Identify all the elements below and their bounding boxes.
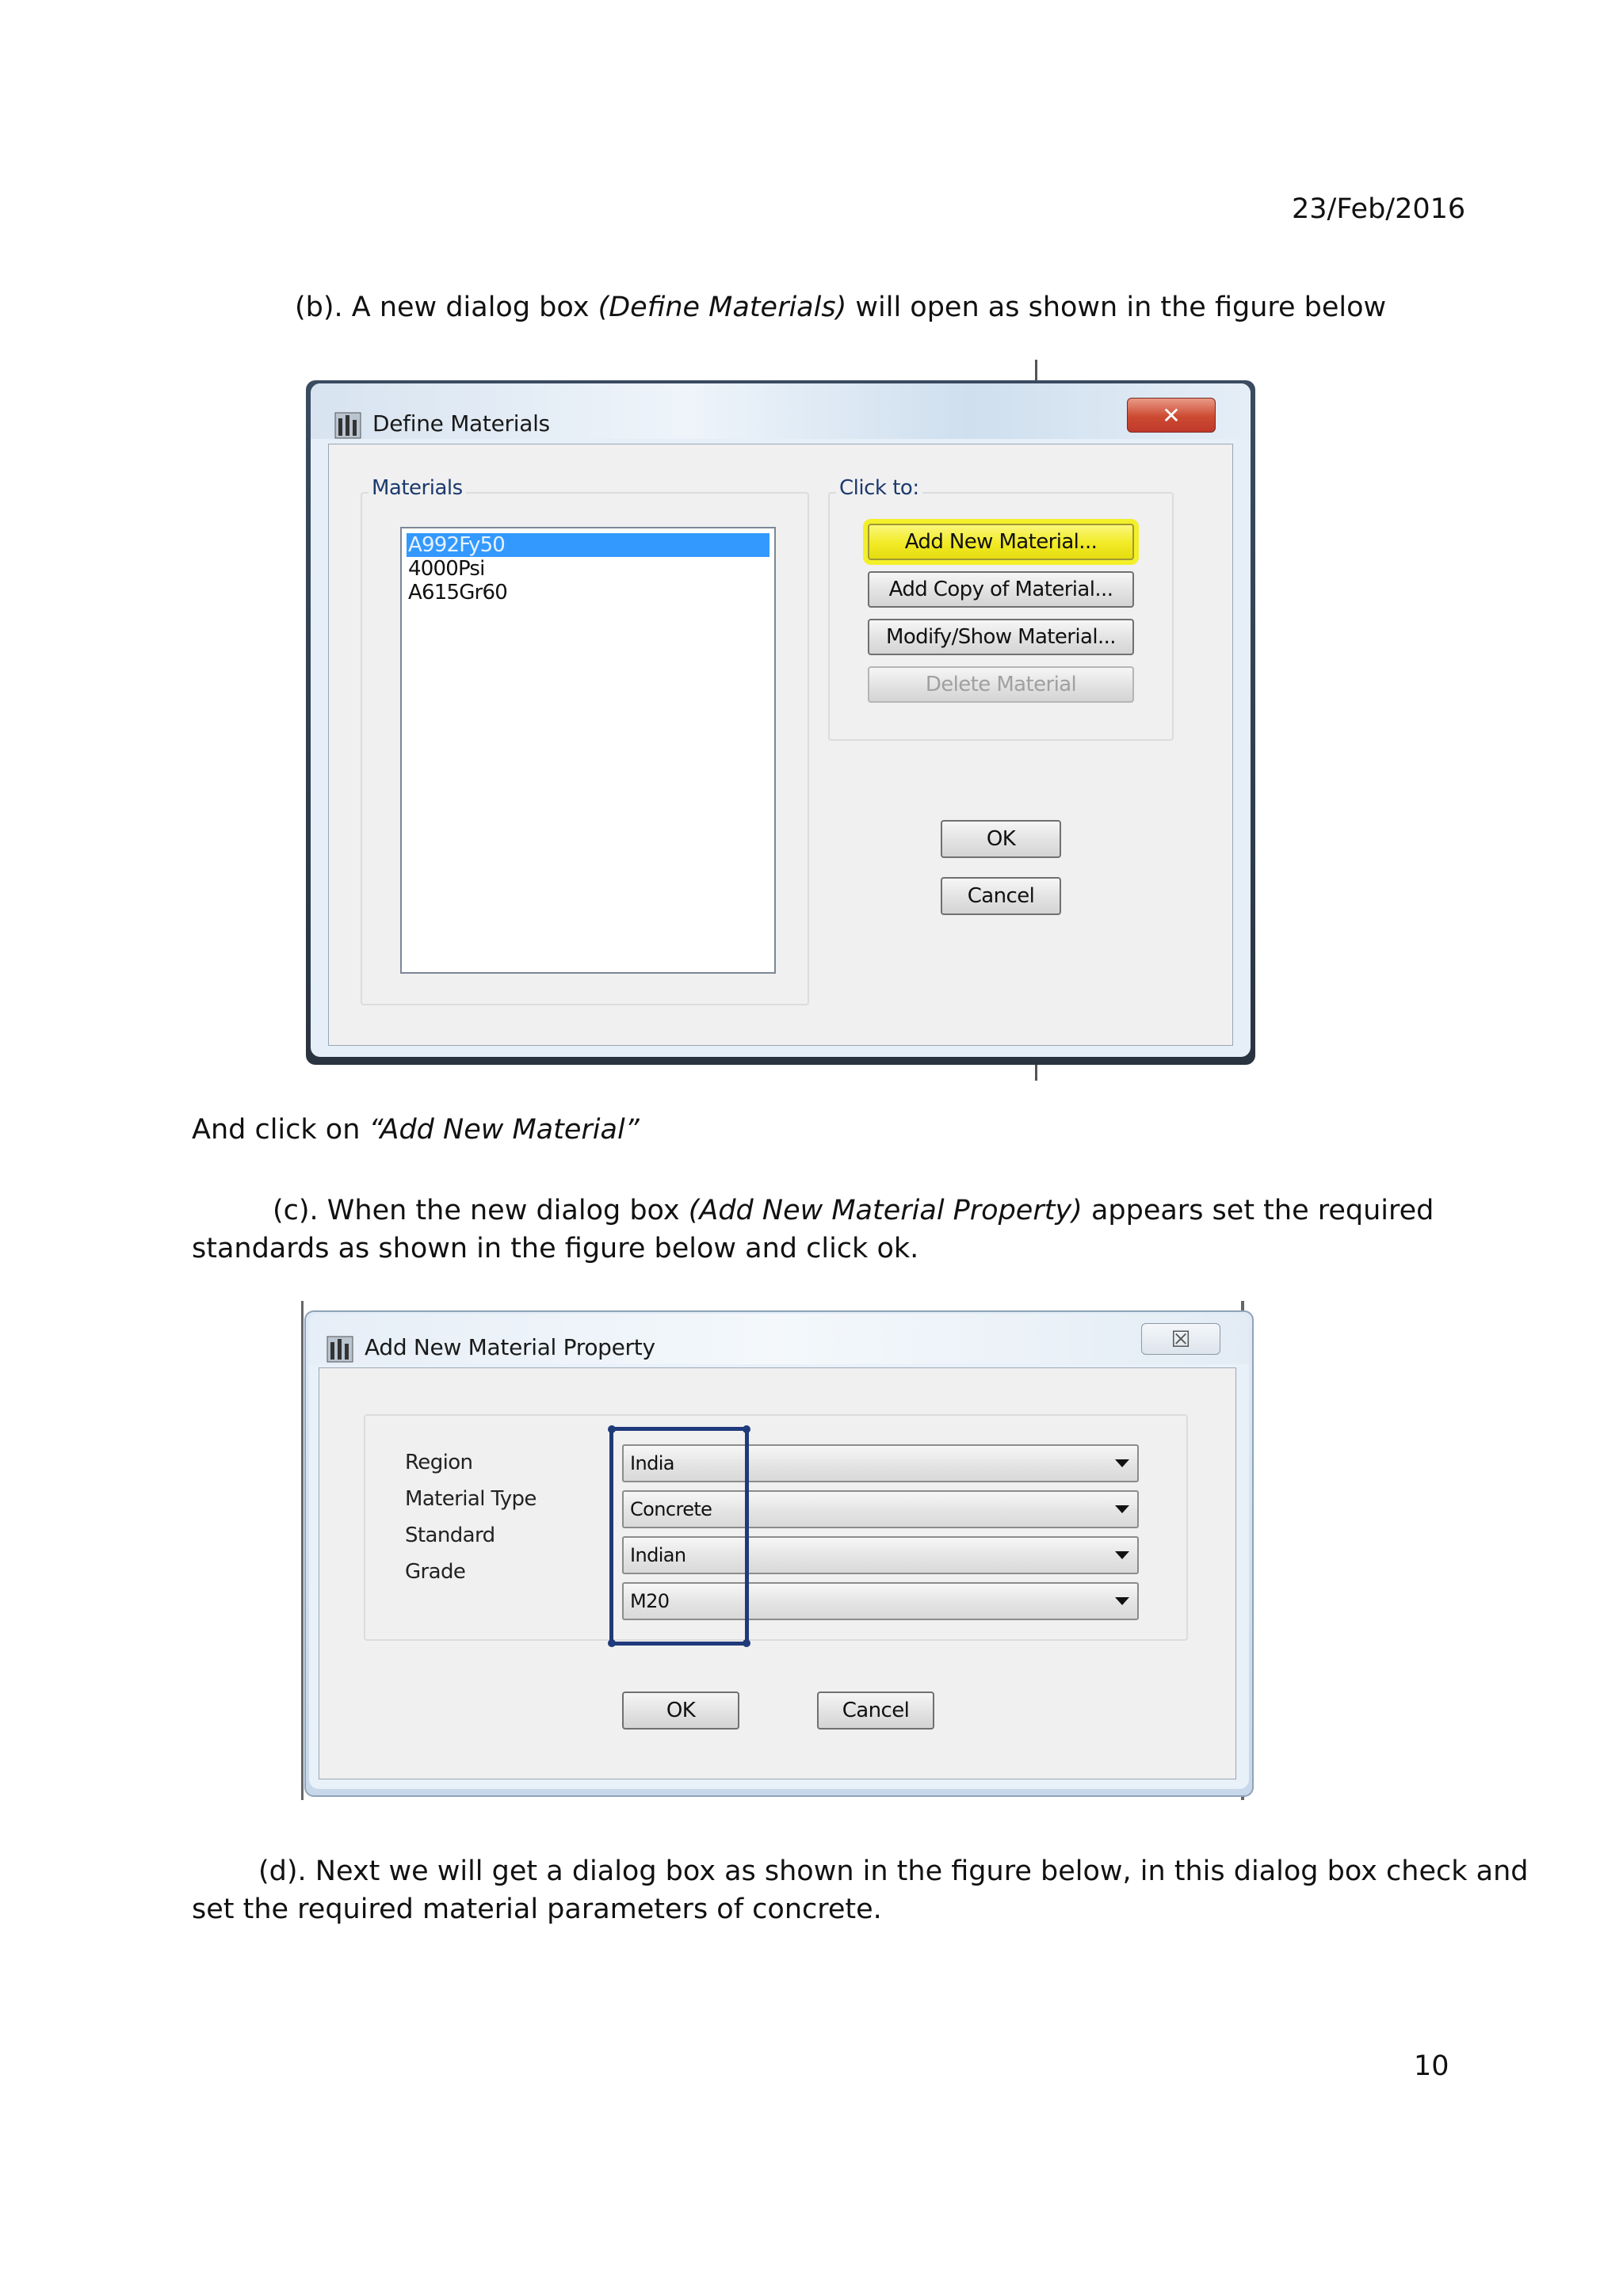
close-icon: ☒	[1170, 1325, 1191, 1352]
add-new-material-cancel-button[interactable]: Cancel	[817, 1691, 934, 1730]
annotation-corner	[743, 1639, 750, 1647]
grade-label: Grade	[405, 1560, 466, 1584]
define-materials-dialog	[298, 364, 1266, 1077]
define-materials-client-area	[328, 444, 1233, 1046]
define-materials-ok-button[interactable]: OK	[941, 820, 1061, 858]
close-icon: ✕	[1162, 402, 1181, 429]
standard-label: Standard	[405, 1524, 495, 1547]
define-materials-title: Define Materials	[372, 410, 550, 437]
step-c-italic: (Add New Material Property)	[688, 1195, 1083, 1226]
materials-group-label: Materials	[369, 476, 466, 500]
list-item[interactable]: A992Fy50	[407, 533, 769, 557]
modify-show-material-button[interactable]: Modify/Show Material...	[868, 619, 1134, 655]
grade-value: M20	[630, 1590, 670, 1612]
region-label: Region	[405, 1451, 473, 1474]
chevron-down-icon	[1115, 1459, 1129, 1467]
click-to-group-label: Click to:	[836, 476, 922, 500]
chevron-down-icon	[1115, 1505, 1129, 1513]
annotation-corner	[608, 1639, 616, 1647]
add-new-material-client-area	[319, 1367, 1236, 1779]
add-new-material-button[interactable]: Add New Material...	[868, 524, 1134, 560]
click-instruction-text	[192, 1111, 640, 1149]
step-c-prefix: (c). When the new dialog box	[273, 1195, 689, 1226]
material-type-value: Concrete	[630, 1498, 712, 1520]
annotation-corner	[743, 1425, 750, 1433]
step-b-text	[295, 288, 1386, 326]
click-instruction-prefix: And click on	[192, 1114, 369, 1146]
step-d-line-2: set the required material parameters of concrete.	[192, 1894, 882, 1925]
step-c-suffix: appears set the required	[1082, 1195, 1434, 1226]
step-c-line-2: standards as shown in the figure below and click ok.	[192, 1233, 919, 1264]
add-new-material-ok-button[interactable]: OK	[622, 1691, 739, 1730]
add-new-material-dialog	[298, 1299, 1266, 1806]
add-new-material-window	[309, 1314, 1249, 1789]
background-edge	[301, 1301, 304, 1800]
list-item[interactable]: 4000Psi	[408, 557, 485, 581]
app-icon	[334, 412, 361, 439]
annotation-highlight-box	[609, 1427, 749, 1646]
document-date: 23/Feb/2016	[1292, 193, 1466, 225]
delete-material-button[interactable]: Delete Material	[868, 666, 1134, 703]
region-value: India	[630, 1452, 674, 1474]
materials-listbox[interactable]	[400, 527, 776, 974]
chevron-down-icon	[1115, 1597, 1129, 1605]
define-materials-cancel-button[interactable]: Cancel	[941, 877, 1061, 915]
step-d-line-1: (d). Next we will get a dialog box as shown in the figure below, in this dialog box check and	[258, 1855, 1529, 1887]
define-materials-close-button[interactable]	[1127, 398, 1216, 433]
material-type-label: Material Type	[405, 1487, 537, 1511]
step-b-italic: (Define Materials)	[598, 292, 847, 323]
step-b-prefix: (b). A new dialog box	[295, 292, 598, 323]
add-new-material-close-button[interactable]	[1141, 1323, 1220, 1355]
step-b-suffix: will open as shown in the figure below	[846, 292, 1387, 323]
annotation-corner	[608, 1425, 616, 1433]
define-materials-window	[311, 383, 1251, 1057]
standard-value: Indian	[630, 1544, 686, 1566]
add-copy-of-material-button[interactable]: Add Copy of Material...	[868, 571, 1134, 608]
click-instruction-italic: “Add New Material”	[369, 1114, 640, 1146]
add-new-material-title: Add New Material Property	[365, 1334, 655, 1360]
app-icon	[327, 1336, 353, 1363]
page-number: 10	[1414, 2050, 1449, 2082]
step-c-line-1	[273, 1192, 1434, 1230]
chevron-down-icon	[1115, 1551, 1129, 1559]
list-item[interactable]: A615Gr60	[408, 581, 507, 605]
